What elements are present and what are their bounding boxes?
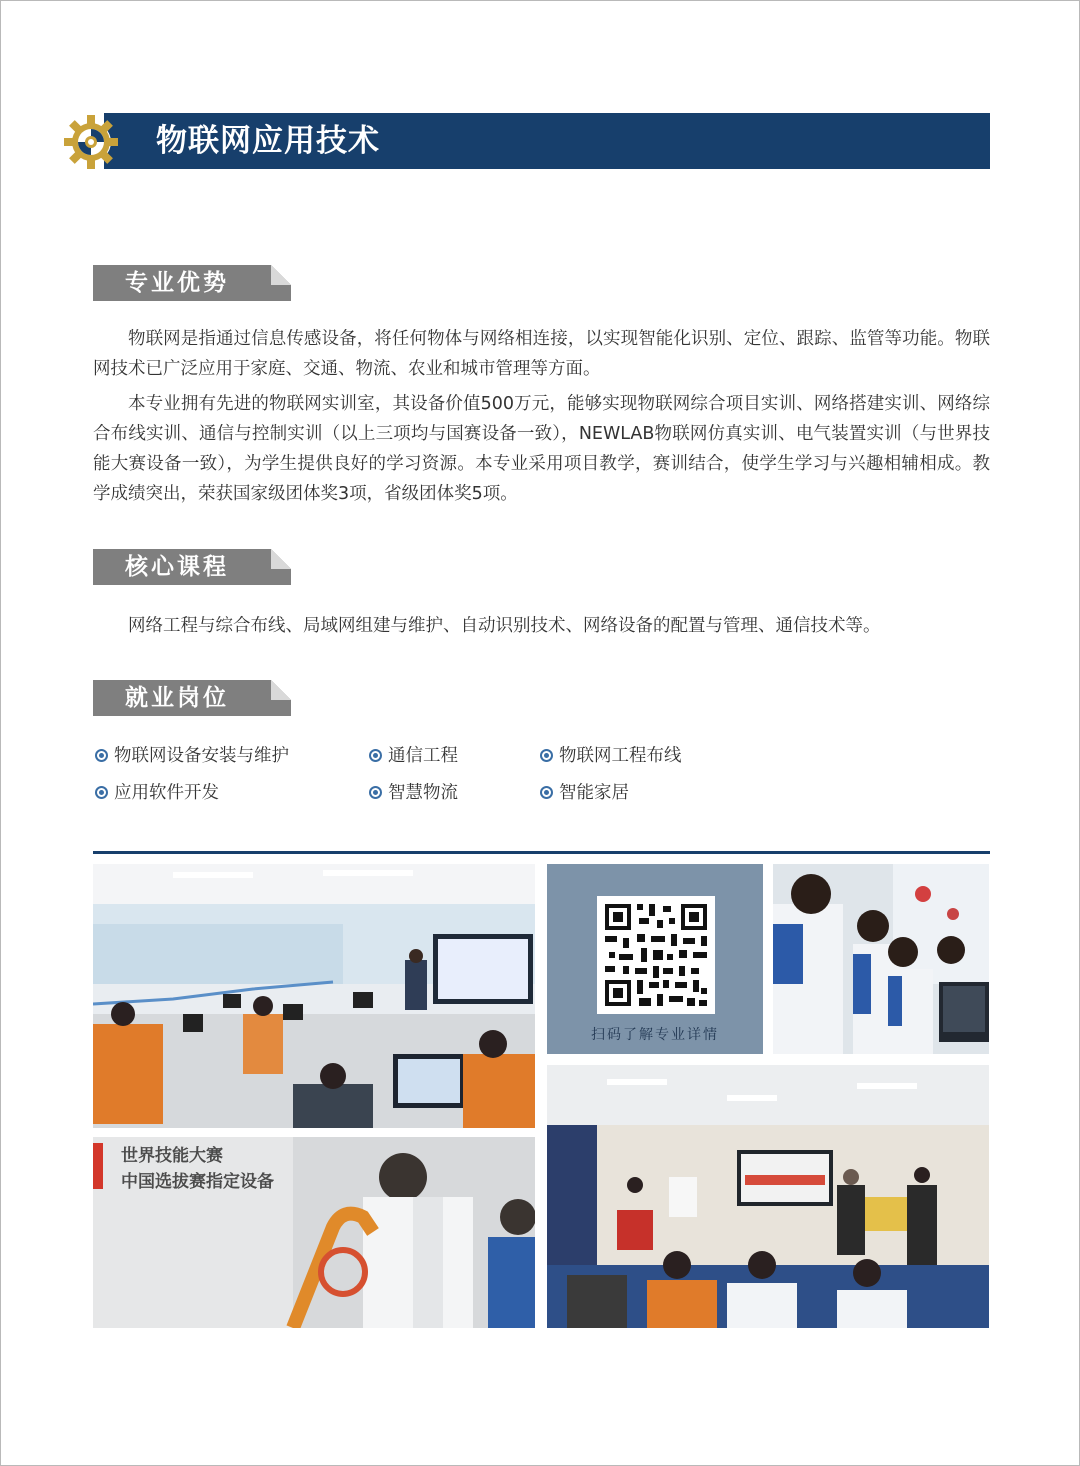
job-label: 智慧物流 [388, 783, 458, 803]
section-header-courses [93, 549, 291, 585]
overlay-title [121, 1143, 274, 1195]
bullet-icon [369, 749, 382, 762]
section-divider [93, 851, 990, 854]
job-item [369, 780, 458, 806]
job-label: 物联网工程布线 [559, 746, 682, 766]
job-item [369, 743, 458, 769]
bullet-icon [369, 786, 382, 799]
job-label: 通信工程 [388, 746, 458, 766]
ceremony-photo [547, 1065, 989, 1328]
bullet-icon [540, 786, 553, 799]
job-item [540, 780, 629, 806]
job-item [95, 780, 219, 806]
bullet-icon [95, 786, 108, 799]
page-title: 物联网应用技术 [156, 123, 380, 159]
overlay-title-line1: 世界技能大赛 [121, 1146, 223, 1166]
job-label: 智能家居 [559, 783, 629, 803]
lab-classroom-photo [93, 864, 535, 1128]
qr-code-panel [547, 864, 763, 1054]
job-item [540, 743, 682, 769]
qr-caption: 扫码了解专业详情 [591, 1027, 719, 1043]
students-computer-photo [773, 864, 989, 1054]
courses-paragraph: 网络工程与综合布线、局域网组建与维护、自动识别技术、网络设备的配置与管理、通信技术等。 [128, 616, 881, 636]
job-label: 物联网设备安装与维护 [114, 746, 289, 766]
gear-logo-icon [62, 113, 120, 171]
overlay-accent [93, 1143, 103, 1189]
overlay-title-line2: 中国选拔赛指定设备 [121, 1172, 274, 1192]
advantages-paragraph-1: 物联网是指通过信息传感设备，将任何物体与网络相连接，以实现智能化识别、定位、跟踪、监管等功能。物联网技术已广泛应用于家庭、交通、物流、农业和城市管理等方面。 [93, 329, 990, 379]
job-item [95, 743, 289, 769]
world-skills-photo [93, 1137, 535, 1328]
bullet-icon [540, 749, 553, 762]
section-heading: 专业优势 [125, 269, 229, 296]
advantages-paragraph-2: 本专业拥有先进的物联网实训室，其设备价值500万元，能够实现物联网综合项目实训、网络搭建实训、网络综合布线实训、通信与控制实训（以上三项均与国赛设备一致），NEWLAB物联网仿真实训、电气装置实训（与世界技能大赛设备一致），为学生提供良好的学习资源。本专业采用项目教学，赛训结合，使学生学习与兴趣相辅相成。教学成绩突出，荣获国家级团体奖3项，省级团体奖5项。 [93, 394, 990, 504]
bullet-icon [95, 749, 108, 762]
section-heading: 核心课程 [125, 553, 229, 580]
section-header-jobs [93, 680, 291, 716]
job-label: 应用软件开发 [114, 783, 219, 803]
section-heading: 就业岗位 [125, 684, 229, 711]
section-header-advantages [93, 265, 291, 301]
qr-code [597, 896, 715, 1014]
